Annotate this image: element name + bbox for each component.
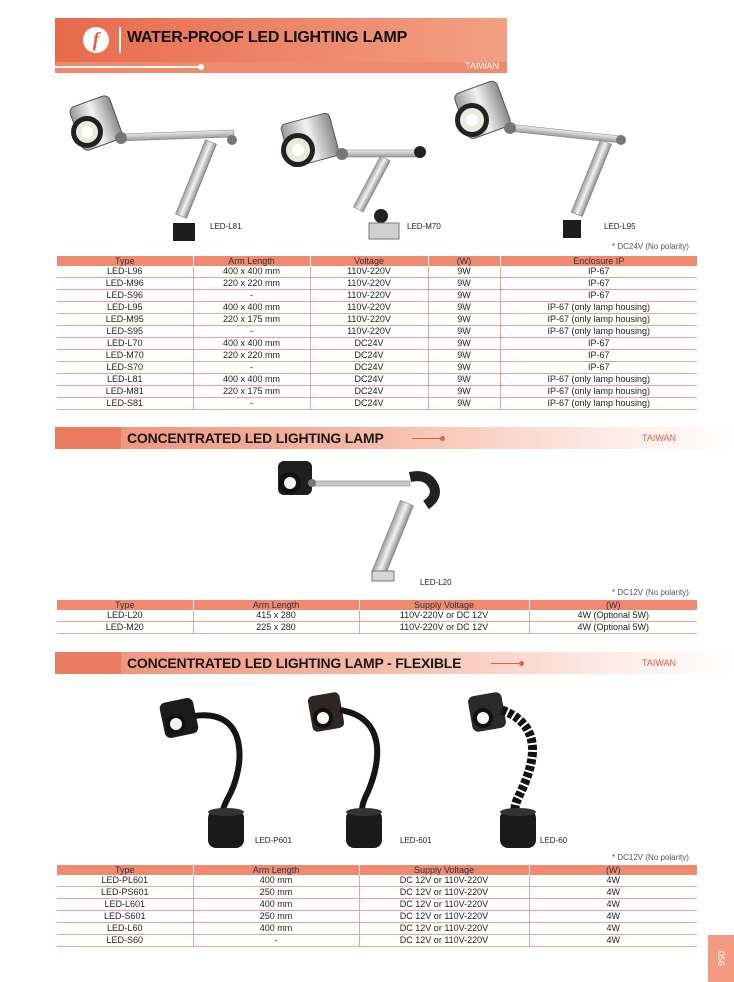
column-header: (W)	[428, 256, 500, 266]
table-cell: 9W	[428, 266, 500, 278]
lamp-led-l81-image	[68, 94, 237, 241]
table-cell: LED-PS601	[57, 887, 193, 899]
table-row	[57, 326, 697, 338]
section2-region: TAIWAN	[642, 433, 676, 443]
table-cell: 220 x 220 mm	[193, 350, 310, 362]
table-cell: LED-L601	[57, 899, 193, 911]
table-cell: LED-L96	[57, 266, 193, 278]
table-cell: 110V-220V	[310, 290, 428, 302]
table-cell: LED-S95	[57, 326, 193, 338]
table-cell: 400 x 400 mm	[193, 338, 310, 350]
table-cell: LED-L20	[57, 610, 193, 622]
table-cell: 220 x 175 mm	[193, 386, 310, 398]
table-cell: 110V-220V	[310, 314, 428, 326]
table-cell: LED-PL601	[57, 875, 193, 887]
table-cell: IP-67	[500, 266, 697, 278]
table-cell: 220 x 220 mm	[193, 278, 310, 290]
table-cell: LED-L70	[57, 338, 193, 350]
table-cell: LED-S601	[57, 911, 193, 923]
header-rule-dot	[198, 64, 204, 70]
product-label-led-l95: LED-L95	[604, 222, 636, 231]
table-cell: 110V-220V	[310, 326, 428, 338]
section1-header	[55, 18, 507, 73]
table-cell: IP-67 (only lamp housing)	[500, 314, 697, 326]
table-cell: -	[193, 935, 359, 947]
concentrated-lamp-illustration	[270, 455, 450, 590]
table-cell: LED-M96	[57, 278, 193, 290]
table-cell: 9W	[428, 386, 500, 398]
table-row	[57, 398, 697, 410]
table-cell: 4W (Optional 5W)	[529, 610, 697, 622]
lamp-led-l95-image	[453, 80, 626, 238]
table-cell: 250 mm	[193, 887, 359, 899]
header-rule	[491, 663, 521, 664]
section2-note: * DC12V (No polarity)	[612, 588, 689, 597]
table-row	[57, 374, 697, 386]
table-row	[57, 338, 697, 350]
table-cell: 9W	[428, 374, 500, 386]
table-cell: IP-67	[500, 362, 697, 374]
table-row	[57, 911, 697, 923]
section1-region: TAIWAN	[465, 61, 499, 71]
section3-title: CONCENTRATED LED LIGHTING LAMP - FLEXIBLE	[127, 655, 462, 671]
table-cell: IP-67 (only lamp housing)	[500, 398, 697, 410]
table-cell: DC 12V or 110V-220V	[359, 875, 529, 887]
table-cell: -	[193, 362, 310, 374]
table-cell: 4W	[529, 911, 697, 923]
table-cell: -	[193, 398, 310, 410]
table-cell: DC24V	[310, 362, 428, 374]
section2-header	[55, 427, 734, 449]
column-header: Type	[57, 256, 193, 266]
table-cell: -	[193, 326, 310, 338]
table-cell: LED-M95	[57, 314, 193, 326]
table-cell: 110V-220V	[310, 266, 428, 278]
table-row	[57, 290, 697, 302]
product-label-led-601: LED-601	[400, 836, 432, 845]
lamp-led-l20-image	[278, 461, 435, 581]
table-row	[57, 350, 697, 362]
table-cell: DC 12V or 110V-220V	[359, 911, 529, 923]
table-header-row	[57, 865, 697, 875]
table-cell: 4W	[529, 875, 697, 887]
table-header-row	[57, 600, 697, 610]
header-rule	[412, 438, 442, 439]
table-cell: DC24V	[310, 374, 428, 386]
section1-note: * DC24V (No polarity)	[612, 242, 689, 251]
table-cell: 225 x 280	[193, 622, 359, 634]
table-row	[57, 302, 697, 314]
header-rule-dot	[519, 661, 524, 666]
table-cell: DC 12V or 110V-220V	[359, 935, 529, 947]
table-cell: IP-67 (only lamp housing)	[500, 302, 697, 314]
table-cell: 4W	[529, 923, 697, 935]
table-cell: 9W	[428, 326, 500, 338]
table-cell: 4W	[529, 899, 697, 911]
table-cell: LED-M81	[57, 386, 193, 398]
flexible-spec-table	[57, 865, 697, 947]
section3-region: TAIWAN	[642, 658, 676, 668]
table-cell: 9W	[428, 350, 500, 362]
table-cell: 110V-220V	[310, 302, 428, 314]
table-cell: 110V-220V or DC 12V	[359, 622, 529, 634]
lamp-led-m70-image	[280, 112, 426, 239]
table-cell: 110V-220V	[310, 278, 428, 290]
table-cell: IP-67 (only lamp housing)	[500, 326, 697, 338]
column-header: Type	[57, 600, 193, 610]
column-header: (W)	[529, 865, 697, 875]
table-cell: IP-67 (only lamp housing)	[500, 386, 697, 398]
brand-logo-icon: f	[83, 27, 109, 53]
lamp-led-601-image	[307, 691, 382, 848]
table-cell: DC 12V or 110V-220V	[359, 923, 529, 935]
table-row	[57, 875, 697, 887]
table-cell: 4W	[529, 887, 697, 899]
table-cell: LED-M70	[57, 350, 193, 362]
table-cell: 9W	[428, 314, 500, 326]
table-row	[57, 622, 697, 634]
table-cell: LED-S81	[57, 398, 193, 410]
table-cell: IP-67	[500, 338, 697, 350]
table-cell: 400 x 400 mm	[193, 266, 310, 278]
column-header: Supply Voltage	[359, 600, 529, 610]
table-cell: IP-67	[500, 290, 697, 302]
table-cell: DC24V	[310, 338, 428, 350]
column-header: Arm Length	[193, 256, 310, 266]
section3-header-bar	[55, 652, 121, 674]
column-header: Type	[57, 865, 193, 875]
table-cell: 400 mm	[193, 899, 359, 911]
product-label-led-60: LED-60	[540, 836, 568, 845]
section3-header	[55, 652, 734, 674]
table-cell: 400 x 400 mm	[193, 302, 310, 314]
table-cell: 9W	[428, 302, 500, 314]
table-cell: 9W	[428, 278, 500, 290]
table-row	[57, 923, 697, 935]
table-row	[57, 935, 697, 947]
table-row	[57, 610, 697, 622]
table-row	[57, 266, 697, 278]
table-cell: DC24V	[310, 386, 428, 398]
table-cell: 400 mm	[193, 875, 359, 887]
table-cell: 220 x 175 mm	[193, 314, 310, 326]
table-row	[57, 362, 697, 374]
product-label-led-l81: LED-L81	[210, 222, 242, 231]
table-row	[57, 899, 697, 911]
table-cell: 4W	[529, 935, 697, 947]
table-cell: LED-S60	[57, 935, 193, 947]
section2-header-bar	[55, 427, 121, 449]
column-header: (W)	[529, 600, 697, 610]
section2-title: CONCENTRATED LED LIGHTING LAMP	[127, 430, 384, 446]
table-cell: LED-L81	[57, 374, 193, 386]
table-cell: 9W	[428, 290, 500, 302]
concentrated-spec-table	[57, 600, 697, 634]
product-label-led-l20: LED-L20	[420, 578, 452, 587]
table-cell: LED-M20	[57, 622, 193, 634]
section3-note: * DC12V (No polarity)	[612, 853, 689, 862]
table-cell: LED-L95	[57, 302, 193, 314]
table-cell: 4W (Optional 5W)	[529, 622, 697, 634]
table-row	[57, 887, 697, 899]
table-cell: 400 mm	[193, 923, 359, 935]
table-cell: LED-L60	[57, 923, 193, 935]
table-cell: LED-S96	[57, 290, 193, 302]
column-header: Arm Length	[193, 865, 359, 875]
table-cell: DC24V	[310, 398, 428, 410]
product-label-led-m70: LED-M70	[407, 222, 441, 231]
table-cell: LED-S70	[57, 362, 193, 374]
table-cell: -	[193, 290, 310, 302]
table-cell: 9W	[428, 362, 500, 374]
header-divider	[119, 27, 121, 53]
table-cell: 9W	[428, 398, 500, 410]
table-row	[57, 278, 697, 290]
table-cell: DC 12V or 110V-220V	[359, 899, 529, 911]
table-cell: IP-67 (only lamp housing)	[500, 374, 697, 386]
table-row	[57, 386, 697, 398]
table-row	[57, 314, 697, 326]
lamp-led-60-image	[467, 691, 536, 848]
column-header: Voltage	[310, 256, 428, 266]
table-cell: DC24V	[310, 350, 428, 362]
column-header: Supply Voltage	[359, 865, 529, 875]
section1-title: WATER-PROOF LED LIGHTING LAMP	[127, 29, 408, 46]
waterproof-spec-table	[57, 256, 697, 410]
flexible-lamps-illustration	[150, 688, 590, 853]
table-cell: 415 x 280	[193, 610, 359, 622]
table-cell: 400 x 400 mm	[193, 374, 310, 386]
table-cell: 110V-220V or DC 12V	[359, 610, 529, 622]
column-header: Enclosure IP	[500, 256, 697, 266]
table-cell: IP-67	[500, 278, 697, 290]
product-label-led-p601: LED-P601	[255, 836, 292, 845]
header-rule-dot	[440, 436, 445, 441]
table-cell: DC 12V or 110V-220V	[359, 887, 529, 899]
column-header: Arm Length	[193, 600, 359, 610]
table-cell: IP-67	[500, 350, 697, 362]
table-header-row	[57, 256, 697, 266]
header-rule	[55, 66, 200, 68]
lamp-led-p601-image	[159, 697, 244, 848]
page-number-tab: 056	[708, 935, 734, 982]
table-cell: 9W	[428, 338, 500, 350]
table-cell: 250 mm	[193, 911, 359, 923]
